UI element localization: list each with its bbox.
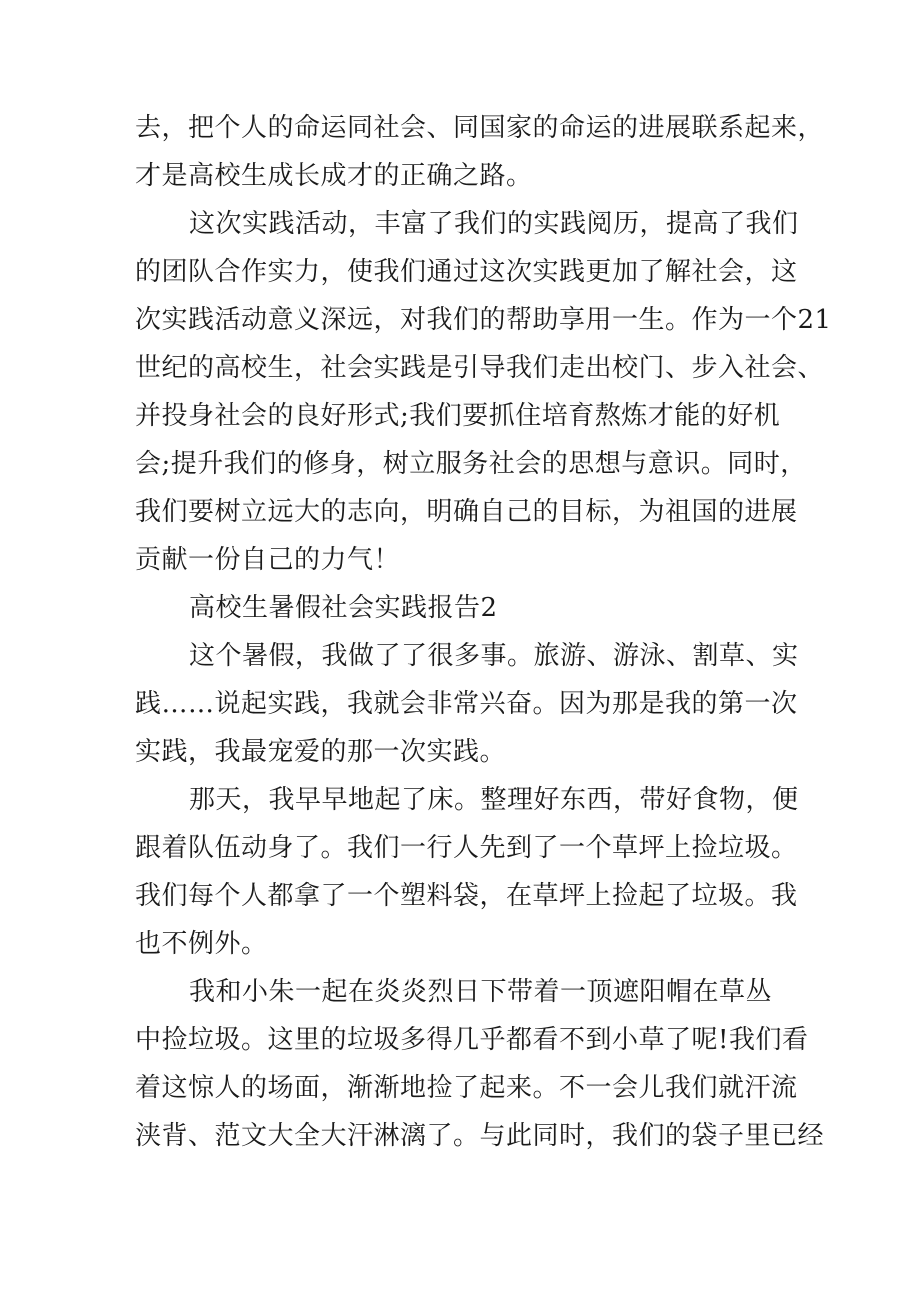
text-line: 着这惊人的场面，渐渐地捡了起来。不一会儿我们就汗流 (135, 1073, 798, 1103)
text-line: 贡献一份自己的力气！ (135, 545, 401, 575)
section-heading: 高校生暑假社会实践报告2 (189, 593, 498, 623)
document-body (135, 104, 832, 1160)
text-line: 会;提升我们的修身，树立服务社会的思想与意识。同时， (135, 449, 807, 479)
text-line: 这个暑假，我做了了很多事。旅游、游泳、割草、实 (189, 641, 799, 671)
text-line: 我们要树立远大的志向，明确自己的目标，为祖国的进展 (135, 497, 798, 527)
text-line: 的团队合作实力，使我们通过这次实践更加了解社会，这 (135, 257, 798, 287)
text-line: 并投身社会的良好形式;我们要抓住培育熬炼才能的好机 (135, 401, 781, 431)
text-line: 才是高校生成长成才的正确之路。 (135, 161, 533, 191)
text-line: 实践，我最宠爱的那一次实践。 (135, 737, 507, 767)
text-line: 践……说起实践，我就会非常兴奋。因为那是我的第一次 (135, 689, 798, 719)
text-line: 中捡垃圾。这里的垃圾多得几乎都看不到小草了呢!我们看 (135, 1025, 809, 1055)
text-line: 跟着队伍动身了。我们一行人先到了一个草坪上捡垃圾。 (135, 833, 798, 863)
text-line: 世纪的高校生，社会实践是引导我们走出校门、步入社会、 (135, 353, 825, 383)
text-line: 去，把个人的命运同社会、同国家的命运的进展联系起来， (135, 113, 825, 143)
text-line: 次实践活动意义深远，对我们的帮助享用一生。作为一个21 (135, 305, 832, 335)
text-line: 这次实践活动，丰富了我们的实践阅历，提高了我们 (189, 209, 799, 239)
text-line: 也不例外。 (135, 929, 268, 959)
text-line: 那天，我早早地起了床。整理好东西，带好食物，便 (189, 785, 799, 815)
text-line: 我和小朱一起在炎炎烈日下带着一顶遮阳帽在草丛 (189, 977, 773, 1007)
text-line: 我们每个人都拿了一个塑料袋，在草坪上捡起了垃圾。我 (135, 881, 798, 911)
text-line: 浃背、范文大全大汗淋漓了。与此同时，我们的袋子里已经 (135, 1121, 825, 1151)
